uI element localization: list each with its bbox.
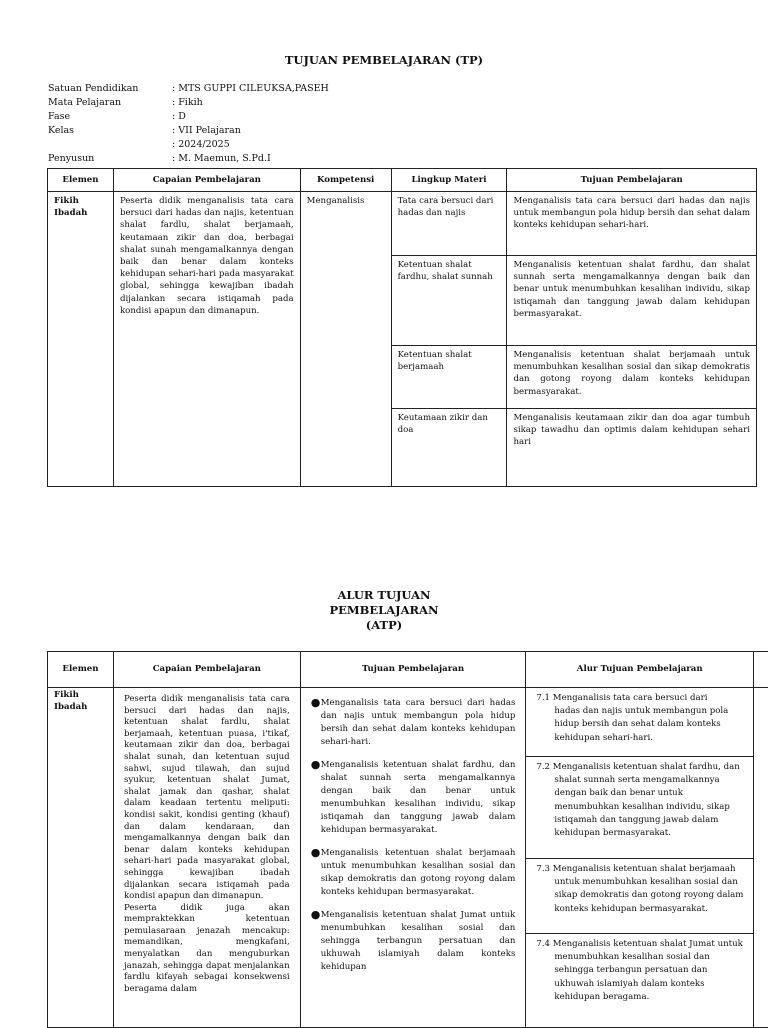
lingkup-cell: Ketentuan shalat fardhu, shalat sunnah [391,256,507,346]
header-elemen: Elemen [48,169,114,192]
tujuan-cell: Menganalisis tata cara bersuci dari hadas dan najis untuk membangun pola hidup bersih dan sehat dalam konteks kehidupan sehari-hari. [507,192,757,256]
tujuan-cell: Menganalisis ketentuan shalat fardhu, dan shalat sunnah serta mengamalkannya dengan baik dan benar untuk menumbuhkan kesalihan individu, sikap istiqamah dan tanggung jawab dalam kehidupan bermasyarakat. [507,256,757,346]
alur-first: Menganalisis tata cara bersuci dari [552,693,708,703]
tujuan-cell: Menganalisis keutamaan zikir dan doa agar tumbuh sikap tawadhu dan optimis dalam kehidupan sehari hari [507,409,757,487]
tujuan-text: Menganalisis ketentuan shalat Jumat untuk menumbuhkan kesalihan sosial dan sehingga terbangun persatuan dan ukhuwah islamiyah dalam konteks kehidupan [320,910,516,972]
header-tujuan: Tujuan Pembelajaran [507,169,757,192]
header-alur: Alur Tujuan Pembelajaran [526,652,754,688]
alur-first: Menganalisis ketentuan shalat berjamaah [552,864,736,874]
tujuan-cell: Menganalisis ketentuan shalat berjamaah untuk menumbuhkan kesalihan sosial dan sikap demokratis dan gotong royong dalam konteks kehidupan bermasyarakat. [507,346,757,409]
elemen-cell: Fikih Ibadah [48,192,114,487]
alur-item [526,688,753,757]
tujuan-item [311,697,516,749]
tujuan-text: Menganalisis ketentuan shalat fardhu, dan shalat sunnah serta mengamalkannya dengan baik dan benar untuk menumbuhkan kesalihan individu, sikap istiqamah dan tanggung jawab dalam kehidupan bermasyarakat. [320,760,516,835]
lingkup-cell: Tata cara bersuci dari hadas dan najis [391,192,507,256]
capaian-cell [113,688,300,1028]
tujuan-item [311,759,516,837]
atp-title-line: (ATP) [365,618,403,632]
tp-table [47,168,757,487]
capaian-paragraph: Peserta didik juga akan mempraktekkan ketentuan pemulasaraan jenazah mencakup: memandikan, mengkafani, menyalatkan dan menguburkan janazah, sehingga dapat menjalankan fardlu kifayah sebagai konsekwensi beragama dalam [123,902,290,994]
alur-rest: hadas dan najis untuk membangun pola hidup bersih dan sehat dalam konteks kehidupan sehari-hari. [554,706,729,743]
alur-item [526,757,753,859]
meta-label: Satuan Pendidikan [48,83,139,94]
bullet-icon: ● [310,758,321,771]
bullet-icon: ● [310,908,321,921]
meta-value: : D [172,111,186,122]
tp-meta [48,82,329,166]
meta-label: Kelas [48,125,75,136]
alur-first: Menganalisis ketentuan shalat Jumat untuk [552,939,743,949]
alur-rest: menumbuhkan kesalihan sosial dan sehingga terbangun persatuan dan ukhuwah islamiyah dalam konteks kehidupan beragama. [554,952,710,1002]
header-elemen: Elemen [48,652,114,688]
atp-title-line: PEMBELAJARAN [329,603,439,617]
header-capaian: Capaian Pembelajaran [113,169,300,192]
bullet-icon: ● [310,846,321,859]
header-kompetensi: Kompetensi [300,169,391,192]
tujuan-text: Menganalisis ketentuan shalat berjamaah untuk menumbuhkan kesalihan sosial dan sikap demokratis dan gotong royong dalam konteks kehidupan bermasyarakat. [320,848,516,897]
atp-title-line: ALUR TUJUAN [337,588,431,602]
header-lingkup: Lingkup Materi [391,169,507,192]
tp-title: TUJUAN PEMBELAJARAN (TP) [284,53,484,67]
alur-num: 7.1 [536,693,551,703]
tujuan-item [311,909,516,974]
meta-value: : M. Maemun, S.Pd.I [172,153,271,164]
lingkup-cell: Ketentuan shalat berjamaah [391,346,507,409]
meta-value: : MTS GUPPI CILEUKSA,PASEH [172,83,329,94]
elemen-cell: Fikih Ibadah [48,688,114,1028]
atp-table [47,651,768,1028]
meta-label: Fase [48,111,71,122]
alur-rest: shalat sunnah serta mengamalkannya dengan baik dan benar untuk menumbuhkan kesalihan individu, sikap istiqamah dan tanggung jawab dalam kehidupan bermasyarakat. [554,775,730,839]
tujuan-item [311,847,516,899]
meta-value: : Fikih [172,97,203,108]
header-capaian: Capaian Pembelajaran [113,652,300,688]
header-extra [754,652,768,688]
alur-item [526,934,753,1010]
alur-num: 7.2 [536,762,551,772]
bullet-icon: ● [310,696,321,709]
capaian-cell: Peserta didik menganalisis tata cara bersuci dari hadas dan najis, ketentuan shalat fardlu, shalat berjamaah, keutamaan zikir dan doa, berbagai shalat sunah mengamalkannya dengan baik dan benar dalam konteks kehidupan sehari-hari pada masyarakat global, sehingga kewajiban ibadah dijalankan secara istiqamah pada kondisi apapun dan dimanapun. [113,192,300,487]
capaian-paragraph: Peserta didik menganalisis tata cara bersuci dari hadas dan najis, ketentuan shalat fardlu, shalat berjamaah, ketentuan puasa, i'tikaf, keutamaan zikir dan doa, berbagai shalat sunah, dan ketentuan sujud sahwi, sujud tilawah, dan sujud syukur, ketentuan shalat Jumat, shalat jamak dan qashar, shalat dalam keadaan tertentu meliputi: kondisi sakit, kondisi genting (khauf) dan dalam kendaraan, dan mengamalkannya dengan baik dan benar dalam konteks kehidupan sehari-hari pada masyarakat global, sehingga kewajiban ibadah dijalankan secara istiqamah pada kondisi apapun dan dimanapun. [123,694,290,902]
meta-value: : 2024/2025 [172,139,230,150]
kompetensi-cell: Menganalisis [300,192,391,487]
alur-first: Menganalisis ketentuan shalat fardhu, dan [552,762,740,772]
lingkup-cell: Keutamaan zikir dan doa [391,409,507,487]
alur-num: 7.4 [536,939,551,949]
alur-item [526,859,753,934]
meta-label: Penyusun [48,153,95,164]
meta-value: : VII Pelajaran [172,125,241,136]
extra-cell [754,688,768,1028]
tujuan-text: Menganalisis tata cara bersuci dari hadas dan najis untuk membangun pola hidup bersih dan sehat dalam konteks kehidupan sehari-hari. [320,698,516,747]
alur-rest: untuk menumbuhkan kesalihan sosial dan sikap demokratis dan gotong royong dalam konteks kehidupan bermasyarakat. [554,877,744,914]
alur-num: 7.3 [536,864,551,874]
meta-label: Mata Pelajaran [48,97,122,108]
alur-cell [526,688,754,1028]
meta-label [48,138,172,152]
tujuan-cell [300,688,526,1028]
header-tujuan: Tujuan Pembelajaran [300,652,526,688]
